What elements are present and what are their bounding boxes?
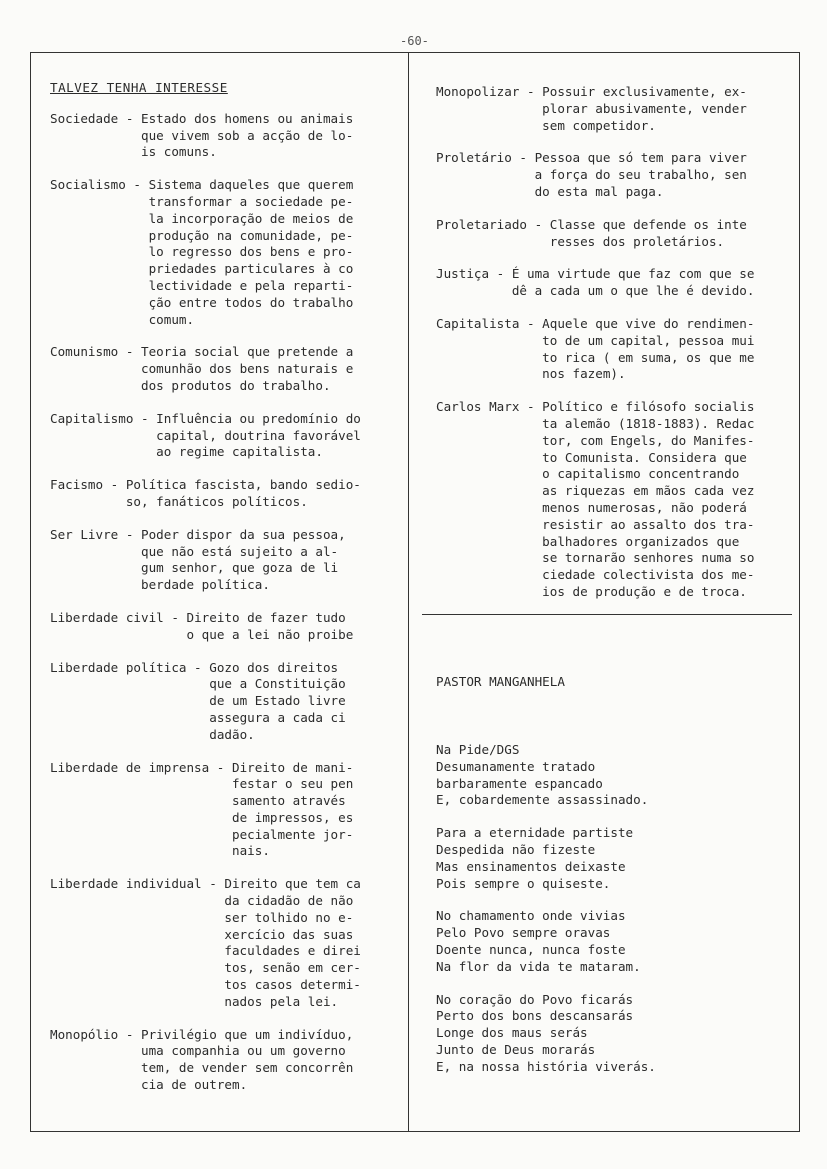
glossary-term: Carlos Marx - (436, 399, 543, 415)
glossary-right-column (436, 84, 796, 617)
glossary-heading: TALVEZ TENHA INTERESSE (50, 80, 228, 95)
glossary-left-column (50, 80, 405, 1110)
glossary-term: Facismo - (50, 477, 126, 493)
glossary-term: Liberdade civil - (50, 609, 187, 625)
glossary-definition: Gozo dos direitos que a Constituição de um Estado livre assegura a cada ci dadão. (209, 659, 346, 742)
glossary-term: Proletário - (436, 150, 535, 166)
left-entries (50, 111, 405, 1094)
glossary-entry (436, 399, 796, 601)
glossary-term: Capitalismo - (50, 410, 157, 426)
glossary-entry (50, 411, 405, 461)
glossary-entry (436, 150, 796, 200)
glossary-entry (436, 84, 796, 134)
glossary-entry (50, 876, 405, 1010)
glossary-entry (50, 477, 405, 511)
glossary-definition: Pessoa que só tem para viver a força do seu trabalho, sen do esta mal paga. (534, 150, 747, 199)
poem-stanza: No coração do Povo ficarás Perto dos bons descansarás Longe dos maus serás Junto de Deus morarás E, na nossa história viverás. (436, 991, 656, 1074)
page-number: -60- (400, 34, 429, 48)
right-entries (436, 84, 796, 601)
glossary-term: Sociedade - (50, 110, 141, 126)
glossary-definition: Teoria social que pretende a comunhão dos bens naturais e dos produtos do trabalho. (141, 344, 354, 393)
glossary-definition: Estado dos homens ou animais que vivem sob a acção de lo- is comuns. (141, 110, 354, 160)
glossary-term: Comunismo - (50, 344, 141, 360)
glossary-term: Monopólio - (50, 1026, 141, 1042)
glossary-definition: Político e filósofo socialis ta alemão (1818-1883). Redac tor, com Engels, do Manifes- to Comunista. Considera que o capitalismo concentrando as riquezas em mãos cada vez menos numerosas, não poderá resistir ao assalto dos tra- balhadores organizados que se tornarão senhores numa so ciedade colectivista dos me- ios de produção e de troca. (542, 399, 755, 599)
glossary-term: Monopolizar - (436, 84, 543, 99)
glossary-term: Socialismo - (50, 177, 149, 193)
poem-stanza: Na Pide/DGS Desumanamente tratado barbaramente espancado E, cobardemente assassinado. (436, 741, 649, 808)
glossary-definition: Aquele que vive do rendimen- to de um capital, pessoa mui to rica ( em suma, os que me nos fazem). (542, 315, 755, 382)
glossary-entry (50, 527, 405, 594)
glossary-term: Liberdade individual - (50, 876, 225, 892)
glossary-term: Ser Livre - (50, 526, 141, 542)
poem-stanza: No chamamento onde vivias Pelo Povo sempre oravas Doente nunca, nunca foste Na flor da vida te mataram. (436, 908, 641, 974)
glossary-entry (436, 266, 796, 300)
glossary-entry (436, 316, 796, 383)
glossary-term: Proletariado - (436, 216, 550, 232)
column-divider (408, 52, 409, 1132)
glossary-definition: É uma virtude que faz com que se dê a cada um o que lhe é devido. (511, 266, 755, 299)
glossary-entry (436, 217, 796, 251)
glossary-definition: Direito de mani- festar o seu pen samento através de impressos, es pecialmente jor- nais. (231, 759, 354, 859)
poem (436, 640, 656, 1108)
glossary-definition: Direito de fazer tudo o que a lei não proibe (186, 609, 354, 642)
glossary-entry (50, 660, 405, 744)
poem-stanza: Para a eternidade partiste Despedida não fizeste Mas ensinamentos deixaste Pois sempre o quiseste. (436, 825, 634, 891)
glossary-term: Justiça - (436, 266, 512, 282)
glossary-entry (50, 760, 405, 861)
glossary-definition: Política fascista, bando sedio- so, fanáticos políticos. (125, 477, 361, 509)
glossary-entry (50, 610, 405, 644)
glossary-term: Capitalista - (436, 315, 543, 331)
glossary-definition: Influência ou predomínio do capital, doutrina favorável ao regime capitalista. (156, 410, 361, 460)
glossary-definition: Sistema daqueles que querem transformar a sociedade pe- la incorporação de meios de produção na comunidade, pe- lo regresso dos bens e pro- priedades particulares à co lectividade e pela reparti- ção entre todos do trabalho comum. (148, 177, 354, 327)
glossary-entry (50, 177, 405, 328)
glossary-definition: Poder dispor da sua pessoa, que não está sujeito a al- gum senhor, que goza de li berdade política. (141, 526, 346, 593)
glossary-entry (50, 1027, 405, 1094)
glossary-definition: Classe que defende os inte resses dos proletários. (549, 216, 747, 249)
poem-title: PASTOR MANGANHELA (436, 673, 565, 689)
glossary-definition: Possuir exclusivamente, ex- plorar abusivamente, vender sem competidor. (542, 84, 747, 133)
glossary-definition: Privilégio que um indivíduo, uma companhia ou um governo tem, de vender sem concorrên cia de outrem. (141, 1026, 354, 1093)
glossary-term: Liberdade de imprensa - (50, 759, 232, 775)
glossary-entry (50, 344, 405, 394)
glossary-entry (50, 111, 405, 161)
glossary-term: Liberdade política - (50, 659, 210, 675)
poem-stanzas (436, 742, 656, 1076)
glossary-definition: Direito que tem ca da cidadão de não ser tolhido no e- xercício das suas faculdades e direi tos, senão em cer- tos casos determi- nados pela lei. (224, 876, 361, 1009)
